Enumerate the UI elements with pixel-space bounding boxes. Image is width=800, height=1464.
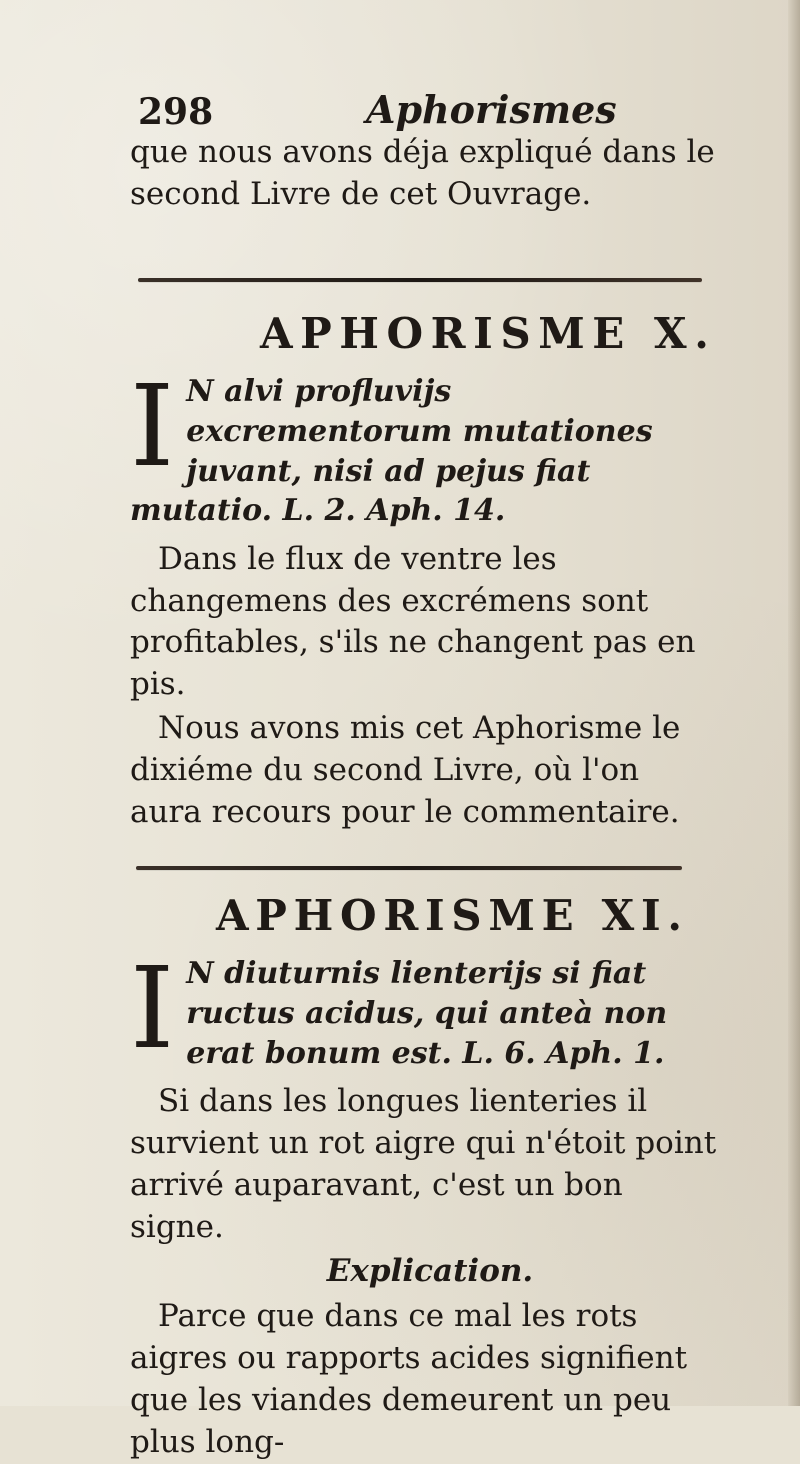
intro-paragraph: que nous avons déja expliqué dans le second Livre de cet Ouvrage. bbox=[130, 134, 715, 212]
translation-paragraph-x: Dans le flux de ventre les changemens des excrémens sont profitables, s'ils ne changent pas en pis. bbox=[130, 540, 696, 703]
running-title: Aphorismes bbox=[366, 87, 617, 132]
section-divider bbox=[138, 278, 702, 282]
aphorism-text: N alvi profluvijs excrementorum mutationes juvant, nisi ad pejus fiat mutatio. L. 2. Aph. 14. bbox=[130, 374, 653, 529]
section-heading-aphorisme-x: APHORISME X. bbox=[260, 308, 717, 358]
page-content bbox=[130, 84, 730, 1464]
explication-paragraph: Parce que dans ce mal les rots aigres ou rapports acides signifient que les viandes demeurent un peu plus long- bbox=[130, 1298, 688, 1460]
page-edge bbox=[788, 0, 800, 1406]
commentary-paragraph-x: Nous avons mis cet Aphorisme le dixiéme du second Livre, où l'on aura recours pour le commentaire. bbox=[130, 710, 681, 830]
drop-cap: I bbox=[130, 944, 175, 1075]
page-header bbox=[130, 84, 730, 132]
page-number: 298 bbox=[138, 91, 214, 133]
aphorism-latin-xi bbox=[130, 944, 720, 1075]
aphorism-latin-x bbox=[130, 362, 720, 530]
section-heading-aphorisme-xi: APHORISME XI. bbox=[216, 890, 689, 940]
aphorism-text: N diuturnis lienterijs si fiat ructus acidus, qui anteà non erat bonum est. L. 6. Aph. 1. bbox=[186, 956, 668, 1071]
explication-heading: Explication. bbox=[326, 1252, 534, 1289]
section-divider bbox=[136, 866, 682, 870]
translation-paragraph-xi: Si dans les longues lienteries il survient un rot aigre qui n'étoit point arrivé auparavant, c'est un bon signe. bbox=[130, 1083, 717, 1245]
drop-cap: I bbox=[130, 362, 175, 493]
